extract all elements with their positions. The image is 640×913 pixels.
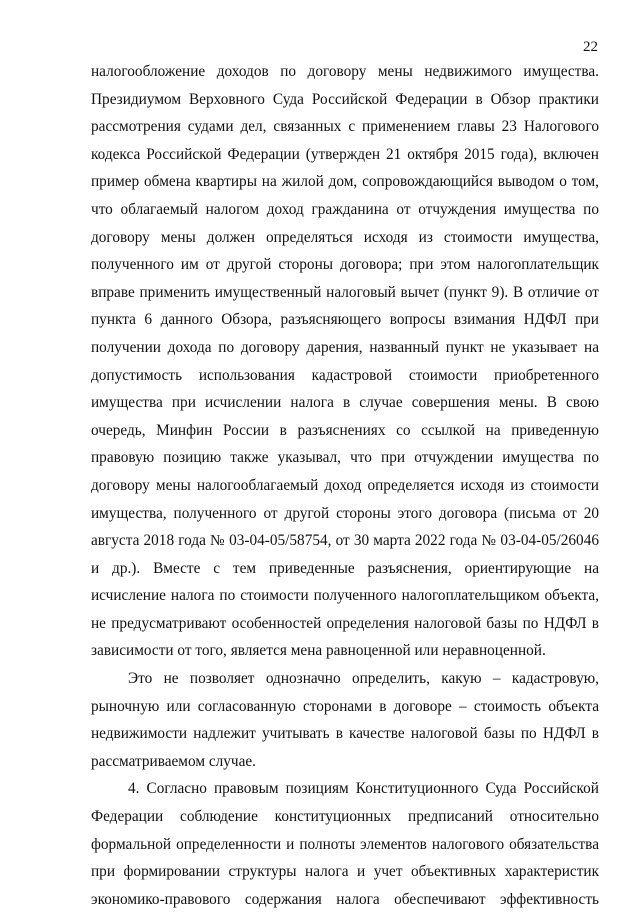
text-line: рассматриваемом случае. xyxy=(91,752,257,770)
text-line: экономико-правового содержания налога обеспечивают эффективность xyxy=(91,890,599,908)
text-line: формальной определенности и полноты элементов налогового обязательства xyxy=(91,835,599,853)
text-line: Президиумом Верховного Суда Российской Федерации в Обзор практики xyxy=(91,90,599,108)
text-line: получении дохода по договору дарения, названный пункт не указывает на xyxy=(91,338,599,356)
text-line: налогообложение доходов по договору мены недвижимого имущества. xyxy=(91,63,599,80)
text-line: имущества, полученного от другой стороны этого договора (письма от 20 xyxy=(91,504,599,522)
text-line: имущества при исчислении налога в случае совершения мены. В свою xyxy=(91,394,599,412)
text-line: что облагаемый налогом доход гражданина от отчуждения имущества по xyxy=(91,200,599,218)
text-line: зависимости от того, является мена равноценной или неравноценной. xyxy=(91,642,546,660)
text-line: при формировании структуры налога и учет объективных характеристик xyxy=(91,863,599,881)
text-line: Это не позволяет однозначно определить, какую – кадастровую, xyxy=(128,670,599,688)
paragraph xyxy=(91,58,599,665)
text-line: договору мены должен определяться исходя из стоимости имущества, xyxy=(91,228,599,246)
text-line: пример обмена квартиры на жилой дом, сопровождающийся выводом о том, xyxy=(91,173,599,191)
page-number: 22 xyxy=(583,39,598,55)
body-text xyxy=(91,58,599,913)
text-line: допустимость использования кадастровой стоимости приобретенного xyxy=(91,366,599,384)
text-line: правовую позицию также указывал, что при отчуждении имущества по xyxy=(91,449,599,467)
text-line: рыночную или согласованную сторонами в договоре – стоимость объекта xyxy=(91,697,599,715)
text-line: августа 2018 года № 03-04-05/58754, от 30 марта 2022 года № 03-04-05/26046 xyxy=(91,532,599,550)
text-line: вправе применить имущественный налоговый вычет (пункт 9). В отличие от xyxy=(91,283,599,301)
text-line: договору мены налогооблагаемый доход определяется исходя из стоимости xyxy=(91,476,599,494)
text-line: полученного им от другой стороны договора; при этом налогоплательщик xyxy=(91,256,599,274)
paragraph xyxy=(91,775,599,913)
text-line: очередь, Минфин России в разъяснениях со ссылкой на приведенную xyxy=(91,421,599,439)
text-line: пункта 6 данного Обзора, разъясняющего вопросы взимания НДФЛ при xyxy=(91,311,599,329)
text-line: 4. Согласно правовым позициям Конституционного Суда Российской xyxy=(128,780,599,798)
text-line: рассмотрения судами дел, связанных с применением главы 23 Налогового xyxy=(91,118,599,136)
text-line: и др.). Вместе с тем приведенные разъяснения, ориентирующие на xyxy=(91,559,599,577)
text-line: не предусматривают особенностей определения налоговой базы по НДФЛ в xyxy=(91,614,599,632)
text-line: исчисление налога по стоимости полученного налогоплательщиком объекта, xyxy=(91,587,599,605)
text-line: недвижимости надлежит учитывать в качестве налоговой базы по НДФЛ в xyxy=(91,725,599,743)
paragraph xyxy=(91,665,599,775)
text-line: кодекса Российской Федерации (утвержден 21 октября 2015 года), включен xyxy=(91,145,599,163)
text-line: Федерации соблюдение конституционных предписаний относительно xyxy=(91,808,599,826)
